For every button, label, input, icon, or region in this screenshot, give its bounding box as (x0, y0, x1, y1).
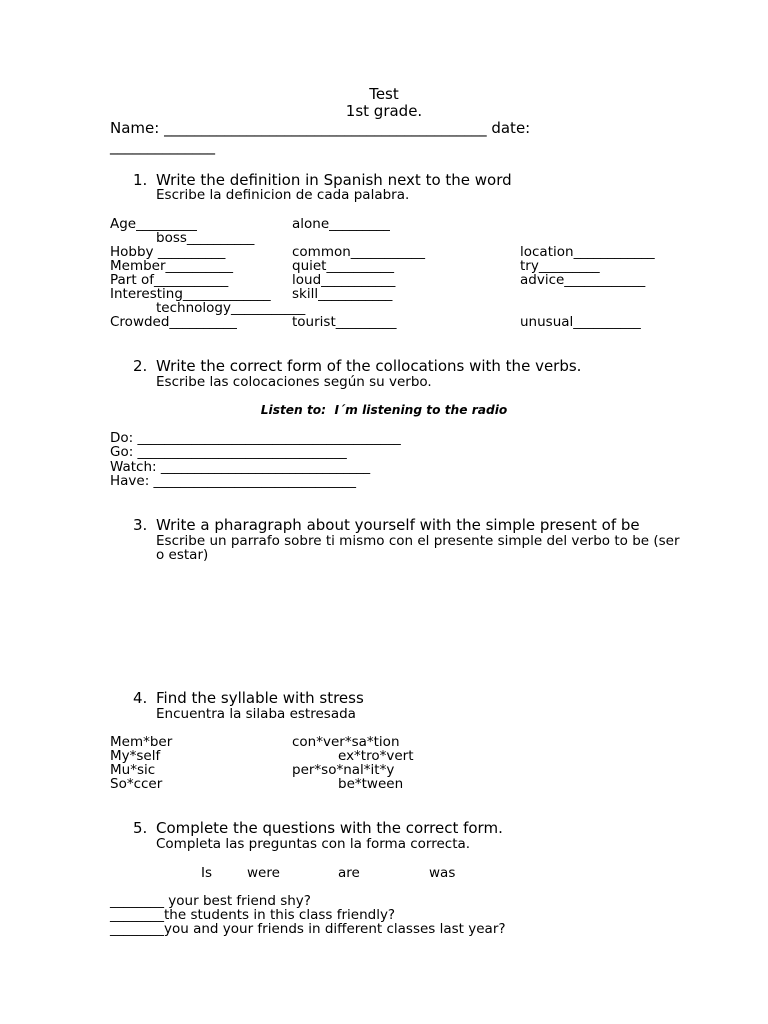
q4-word: ex*tro*vert (338, 748, 414, 764)
q4-word: con*ver*sa*tion (292, 734, 400, 750)
q1-word: Age_________ (110, 216, 197, 232)
q5-question: ________you and your friends in different classes last year? (110, 921, 506, 937)
q3-heading: Write a pharagraph about yourself with the simple present of be (156, 516, 640, 534)
q1-word: tourist_________ (292, 314, 397, 330)
q3-number: 3. (133, 516, 148, 534)
q1-subheading: Escribe la definicion de cada palabra. (156, 187, 410, 203)
q2-line-go: Go: _______________________________ (110, 444, 347, 460)
grade-label: 1st grade. (345, 102, 423, 120)
q1-word: Member__________ (110, 258, 234, 274)
date-underline: ______________ (110, 137, 215, 155)
q1-word: Part of___________ (110, 272, 229, 288)
test-title: Test (369, 85, 399, 103)
q1-word: boss__________ (156, 230, 255, 246)
q5-option: Is (201, 865, 213, 881)
q5-question: ________ your best friend shy? (110, 893, 311, 909)
q1-word: Crowded__________ (110, 314, 237, 330)
name-date-line: Name: ___________________________________________ date: (110, 119, 531, 137)
q1-word: Interesting_____________ (110, 286, 271, 302)
q1-number: 1. (133, 171, 148, 189)
q1-word: alone_________ (292, 216, 390, 232)
q5-option: was (429, 865, 456, 881)
q2-line-have: Have: ______________________________ (110, 473, 357, 489)
q1-heading: Write the definition in Spanish next to the word (156, 171, 512, 189)
q4-heading: Find the syllable with stress (156, 689, 364, 707)
q4-word: So*ccer (110, 776, 163, 792)
q5-subheading: Completa las preguntas con la forma correcta. (156, 836, 471, 852)
q2-line-do: Do: _______________________________________ (110, 430, 401, 446)
q1-word: try_________ (520, 258, 600, 274)
q1-word: unusual__________ (520, 314, 641, 330)
q4-word: My*self (110, 748, 161, 764)
q1-word: loud___________ (292, 272, 396, 288)
q3-subheading: Escribe un parrafo sobre ti mismo con el presente simple del verbo to be (ser (156, 533, 680, 549)
q4-number: 4. (133, 689, 148, 707)
q1-word: location____________ (520, 244, 655, 260)
q2-line-watch: Watch: _______________________________ (110, 459, 371, 475)
q5-question: ________the students in this class friendly? (110, 907, 396, 923)
q5-number: 5. (133, 819, 148, 837)
q1-word: skill___________ (292, 286, 393, 302)
q5-heading: Complete the questions with the correct form. (156, 819, 503, 837)
q2-heading: Write the correct form of the collocations with the verbs. (156, 357, 582, 375)
q2-subheading: Escribe las colocaciones según su verbo. (156, 374, 432, 390)
q5-option: are (338, 865, 360, 881)
q1-word: Hobby __________ (110, 244, 226, 260)
q4-word: be*tween (338, 776, 404, 792)
q2-number: 2. (133, 357, 148, 375)
q4-subheading: Encuentra la silaba estresada (156, 706, 356, 722)
q1-word: quiet__________ (292, 258, 394, 274)
q2-example: Listen to: I´m listening to the radio (260, 403, 508, 417)
q3-subheading-cont: o estar) (156, 547, 209, 563)
q1-word: advice____________ (520, 272, 646, 288)
q4-word: Mem*ber (110, 734, 173, 750)
q1-word: technology___________ (156, 300, 306, 316)
q1-word: common___________ (292, 244, 426, 260)
q4-word: per*so*nal*it*y (292, 762, 395, 778)
q4-word: Mu*sic (110, 762, 156, 778)
q5-option: were (247, 865, 280, 881)
